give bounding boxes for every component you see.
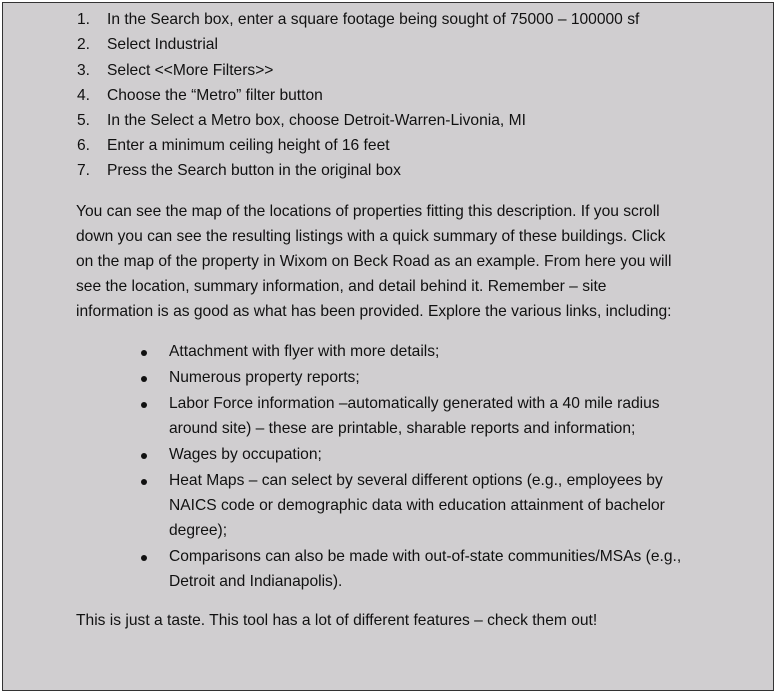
bullet-text: Labor Force information –automatically generated with a 40 mile radius xyxy=(169,395,660,412)
paragraph-line: on the map of the property in Wixom on Beck Road as an example. From here you will xyxy=(76,253,672,270)
step-text: Press the Search button in the original box xyxy=(107,162,401,179)
bullet-icon xyxy=(141,555,147,561)
bullet-icon xyxy=(141,402,147,408)
step-text: Choose the “Metro” filter button xyxy=(107,87,323,104)
step-number: 4. xyxy=(77,87,91,104)
step-text: Select Industrial xyxy=(107,36,218,53)
step-number: 3. xyxy=(77,62,91,79)
bullet-text: Detroit and Indianapolis). xyxy=(169,573,343,590)
step-number: 5. xyxy=(77,112,91,129)
paragraph-line: see the location, summary information, and detail behind it. Remember – site xyxy=(76,278,607,295)
bullet-text: degree); xyxy=(169,522,228,539)
closing-text: This is just a taste. This tool has a lot of different features – check them out! xyxy=(76,612,598,629)
bullet-text: NAICS code or demographic data with education attainment of bachelor xyxy=(169,497,665,514)
step-text: In the Select a Metro box, choose Detroit-Warren-Livonia, MI xyxy=(107,112,526,129)
paragraph-line: information is as good as what has been provided. Explore the various links, including: xyxy=(76,303,672,320)
bullet-icon xyxy=(141,453,147,459)
bullet-text: Heat Maps – can select by several different options (e.g., employees by xyxy=(169,472,663,489)
bullet-text: Numerous property reports; xyxy=(169,369,360,386)
step-text: In the Search box, enter a square footage being sought of 75000 – 100000 sf xyxy=(107,11,640,28)
step-number: 2. xyxy=(77,36,91,53)
bullet-icon xyxy=(141,479,147,485)
bullet-text: Wages by occupation; xyxy=(169,446,322,463)
step-number: 1. xyxy=(77,11,91,28)
step-text: Select <<More Filters>> xyxy=(107,62,274,79)
bullet-icon xyxy=(141,350,147,356)
bullet-text: around site) – these are printable, sharable reports and information; xyxy=(169,420,636,437)
bullet-text: Attachment with flyer with more details; xyxy=(169,343,440,360)
step-text: Enter a minimum ceiling height of 16 feet xyxy=(107,137,390,154)
paragraph-line: down you can see the resulting listings with a quick summary of these buildings. Click xyxy=(76,228,666,245)
paragraph-line: You can see the map of the locations of properties fitting this description. If you scroll xyxy=(76,203,660,220)
step-number: 7. xyxy=(77,162,91,179)
bullet-icon xyxy=(141,376,147,382)
step-number: 6. xyxy=(77,137,91,154)
bullet-text: Comparisons can also be made with out-of-state communities/MSAs (e.g., xyxy=(169,548,682,565)
